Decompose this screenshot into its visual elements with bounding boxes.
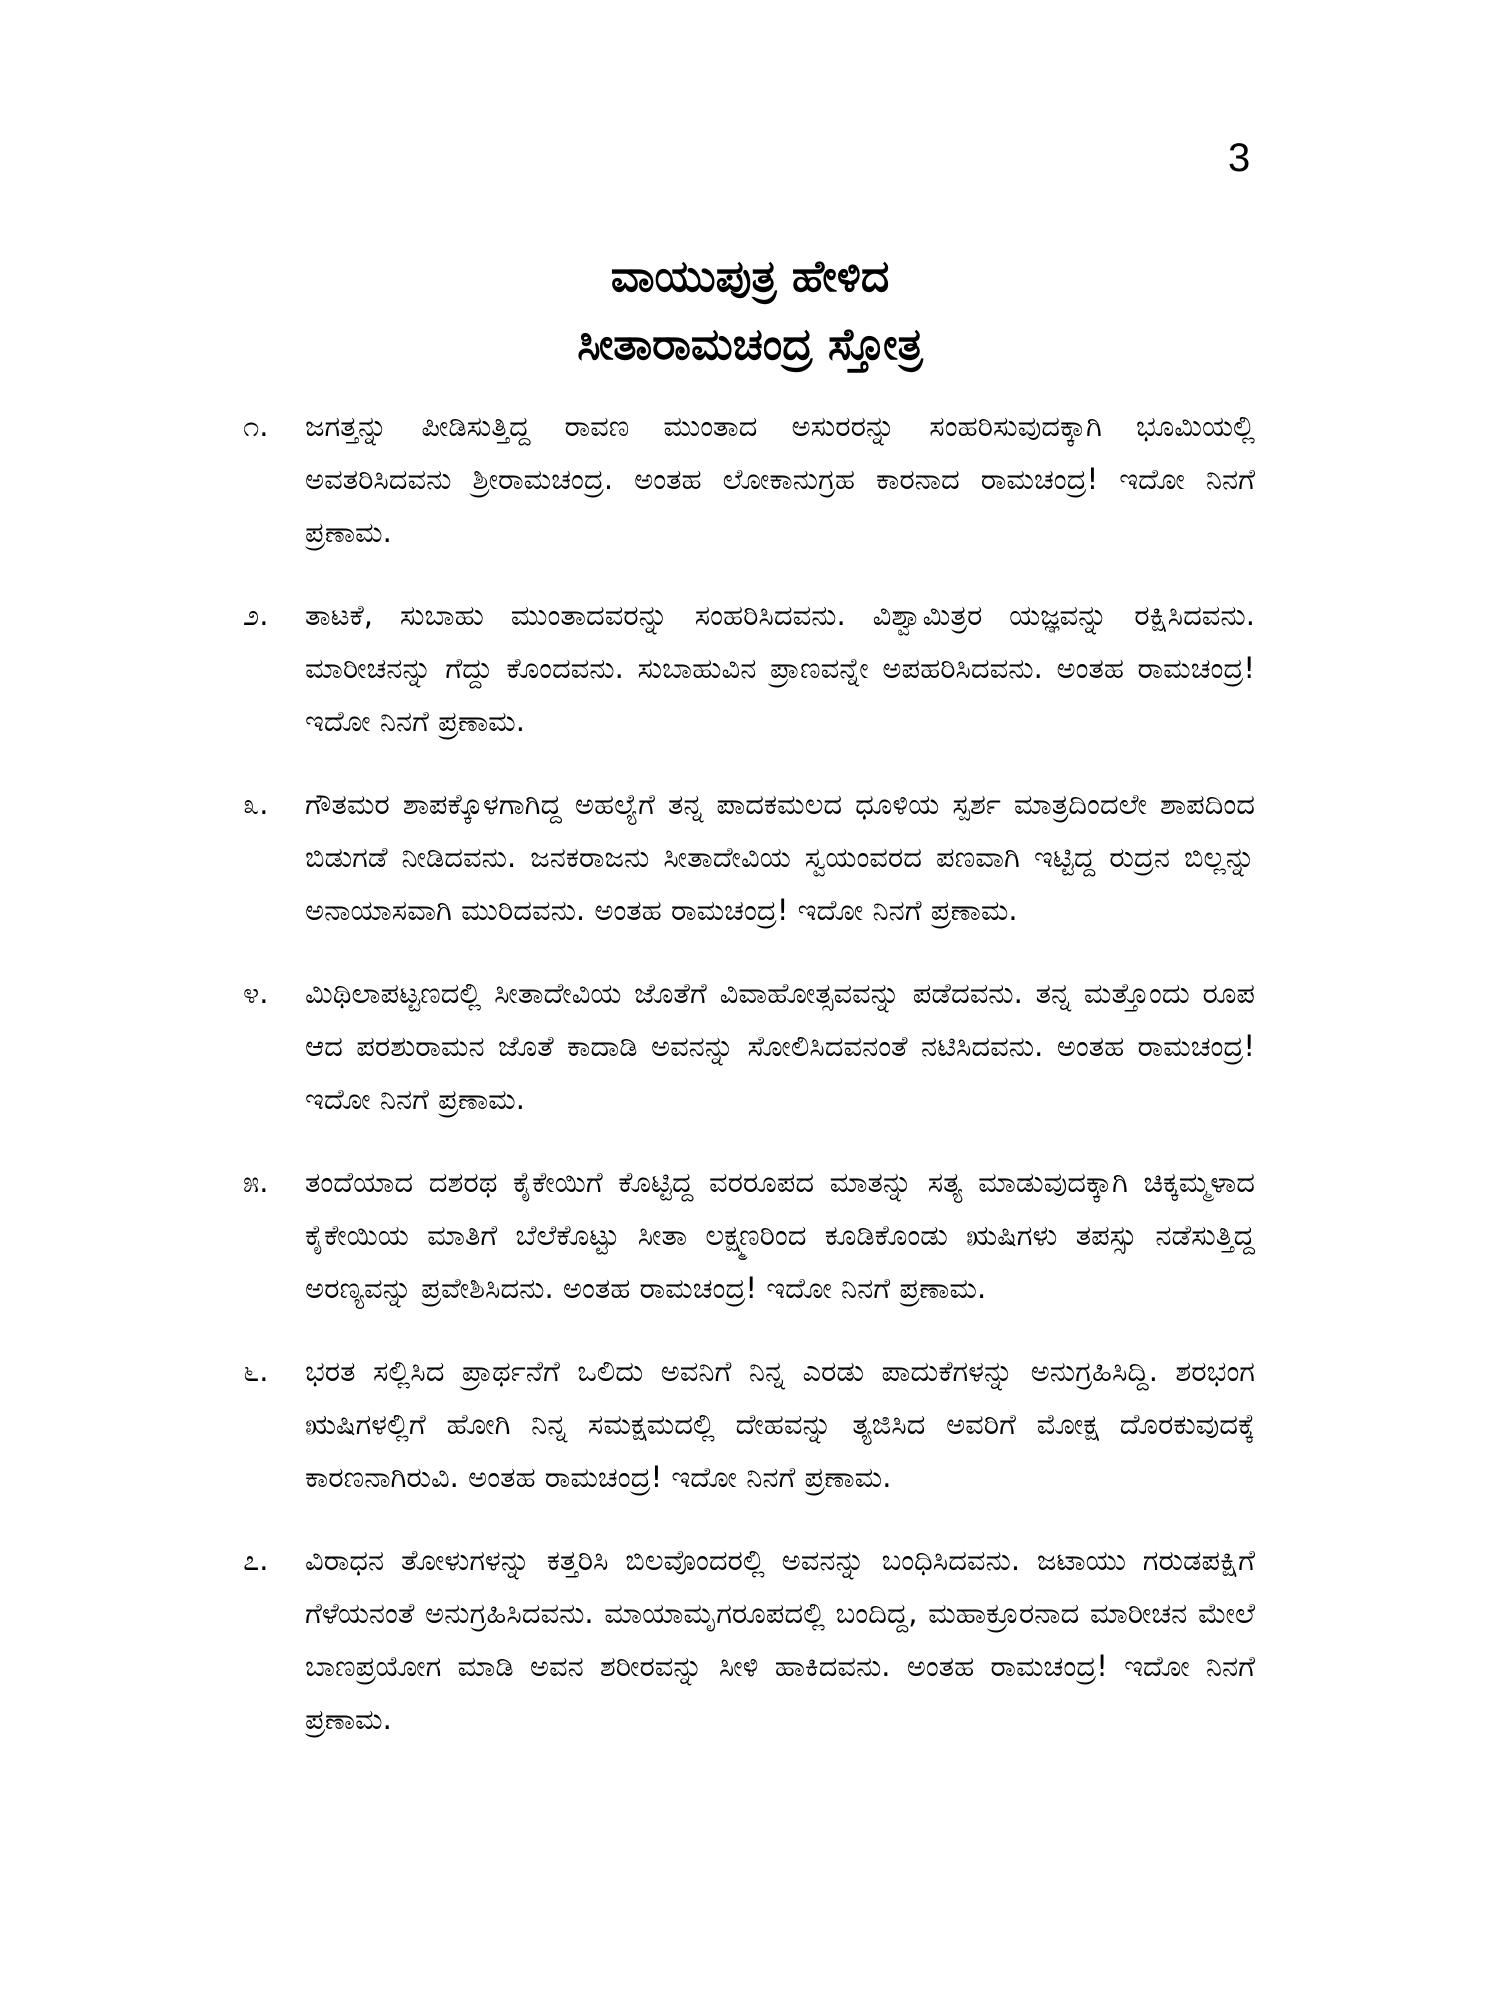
verse-text: ಭರತ ಸಲ್ಲಿಸಿದ ಪ್ರಾರ್ಥನೆಗೆ ಒಲಿದು ಅವನಿಗೆ ನಿನ್ನ ಎರಡು ಪಾದುಕೆಗಳನ್ನು ಅನುಗ್ರಹಿಸಿದ್ದಿ. ಶರಭಂಗ ಋಷಿಗಳಲ್ಲಿಗೆ ಹೋಗಿ ನಿನ್ನ ಸಮಕ್ಷಮದಲ್ಲಿ ದೇಹವನ್ನು ತ್ಯಜಿಸಿದ ಅವರಿಗೆ ಮೋಕ್ಷ ದೊರಕುವುದಕ್ಕೆ ಕಾರಣನಾಗಿರುವಿ. ಅಂತಹ ರಾಮಚಂದ್ರ! ಇದೋ ನಿನಗೆ ಪ್ರಣಾಮ. bbox=[305, 1354, 1255, 1494]
verse-item bbox=[243, 1345, 1255, 1504]
page-title: ವಾಯುಪುತ್ರ ಹೇಳಿದ bbox=[610, 251, 890, 302]
verse-number: ೫. bbox=[243, 1165, 269, 1199]
verse-number: ೪. bbox=[243, 976, 269, 1010]
verse-item bbox=[243, 1156, 1255, 1315]
verse-item bbox=[243, 778, 1255, 937]
verse-number: ೧. bbox=[243, 409, 269, 443]
verse-item bbox=[243, 967, 1255, 1126]
page-subtitle: ಸೀತಾರಾಮಚಂದ್ರ ಸ್ತೋತ್ರ bbox=[577, 319, 923, 370]
verse-number: ೭. bbox=[243, 1543, 269, 1577]
page-number: 3 bbox=[1228, 136, 1251, 180]
verse-text: ಗೌತಮರ ಶಾಪಕ್ಕೊಳಗಾಗಿದ್ದ ಅಹಲ್ಯೆಗೆ ತನ್ನ ಪಾದಕಮಲದ ಧೂಳಿಯ ಸ್ಪರ್ಶ ಮಾತ್ರದಿಂದಲೇ ಶಾಪದಿಂದ ಬಿಡುಗಡೆ ನೀಡಿದವನು. ಜನಕರಾಜನು ಸೀತಾದೇವಿಯ ಸ್ವಯಂವರದ ಪಣವಾಗಿ ಇಟ್ಟಿದ್ದ ರುದ್ರನ ಬಿಲ್ಲನ್ನು ಅನಾಯಾಸವಾಗಿ ಮುರಿದವನು. ಅಂತಹ ರಾಮಚಂದ್ರ! ಇದೋ ನಿನಗೆ ಪ್ರಣಾಮ. bbox=[305, 787, 1255, 927]
verse-number: ೨. bbox=[243, 598, 269, 632]
verse-number: ೩. bbox=[243, 787, 269, 821]
verse-text: ಮಿಥಿಲಾಪಟ್ಟಣದಲ್ಲಿ ಸೀತಾದೇವಿಯ ಜೊತೆಗೆ ವಿವಾಹೋತ್ಸವವನ್ನು ಪಡೆದವನು. ತನ್ನ ಮತ್ತೊಂದು ರೂಪ ಆದ ಪರಶುರಾಮನ ಜೊತೆ ಕಾದಾಡಿ ಅವನನ್ನು ಸೋಲಿಸಿದವನಂತೆ ನಟಿಸಿದವನು. ಅಂತಹ ರಾಮಚಂದ್ರ! ಇದೋ ನಿನಗೆ ಪ್ರಣಾಮ. bbox=[305, 976, 1255, 1116]
verse-text: ತಾಟಕೆ, ಸುಬಾಹು ಮುಂತಾದವರನ್ನು ಸಂಹರಿಸಿದವನು. ವಿಶ್ವಾಮಿತ್ರರ ಯಜ್ಞವನ್ನು ರಕ್ಷಿಸಿದವನು. ಮಾರೀಚನನ್ನು ಗೆದ್ದು ಕೊಂದವನು. ಸುಬಾಹುವಿನ ಪ್ರಾಣವನ್ನೇ ಅಪಹರಿಸಿದವನು. ಅಂತಹ ರಾಮಚಂದ್ರ! ಇದೋ ನಿನಗೆ ಪ್ರಣಾಮ. bbox=[305, 598, 1255, 738]
verse-text: ವಿರಾಧನ ತೋಳುಗಳನ್ನು ಕತ್ತರಿಸಿ ಬಿಲವೊಂದರಲ್ಲಿ ಅವನನ್ನು ಬಂಧಿಸಿದವನು. ಜಟಾಯು ಗರುಡಪಕ್ಷಿಗೆ ಗೆಳೆಯನಂತೆ ಅನುಗ್ರಹಿಸಿದವನು. ಮಾಯಾಮೃಗರೂಪದಲ್ಲಿ ಬಂದಿದ್ದ, ಮಹಾಕ್ರೂರನಾದ ಮಾರೀಚನ ಮೇಲೆ ಬಾಣಪ್ರಯೋಗ ಮಾಡಿ ಅವನ ಶರೀರವನ್ನು ಸೀಳಿ ಹಾಕಿದವನು. ಅಂತಹ ರಾಮಚಂದ್ರ! ಇದೋ ನಿನಗೆ ಪ್ರಣಾಮ. bbox=[305, 1543, 1255, 1736]
verse-item bbox=[243, 589, 1255, 748]
verse-item bbox=[243, 400, 1255, 559]
verse-text: ಜಗತ್ತನ್ನು ಪೀಡಿಸುತ್ತಿದ್ದ ರಾವಣ ಮುಂತಾದ ಅಸುರರನ್ನು ಸಂಹರಿಸುವುದಕ್ಕಾಗಿ ಭೂಮಿಯಲ್ಲಿ ಅವತರಿಸಿದವನು ಶ್ರೀರಾಮಚಂದ್ರ. ಅಂತಹ ಲೋಕಾನುಗ್ರಹ ಕಾರನಾದ ರಾಮಚಂದ್ರ! ಇದೋ ನಿನಗೆ ಪ್ರಣಾಮ. bbox=[305, 409, 1255, 549]
verse-text: ತಂದೆಯಾದ ದಶರಥ ಕೈಕೇಯಿಗೆ ಕೊಟ್ಟಿದ್ದ ವರರೂಪದ ಮಾತನ್ನು ಸತ್ಯ ಮಾಡುವುದಕ್ಕಾಗಿ ಚಿಕ್ಕಮ್ಮಳಾದ ಕೈಕೇಯಿಯ ಮಾತಿಗೆ ಬೆಲೆಕೊಟ್ಟು ಸೀತಾ ಲಕ್ಷ್ಮಣರಿಂದ ಕೂಡಿಕೊಂಡು ಋಷಿಗಳು ತಪಸ್ಸು ನಡೆಸುತ್ತಿದ್ದ ಅರಣ್ಯವನ್ನು ಪ್ರವೇಶಿಸಿದನು. ಅಂತಹ ರಾಮಚಂದ್ರ! ಇದೋ ನಿನಗೆ ಪ್ರಣಾಮ. bbox=[305, 1165, 1255, 1305]
verse-list bbox=[243, 400, 1255, 1870]
verse-number: ೬. bbox=[243, 1354, 269, 1388]
verse-item bbox=[243, 1534, 1255, 1746]
